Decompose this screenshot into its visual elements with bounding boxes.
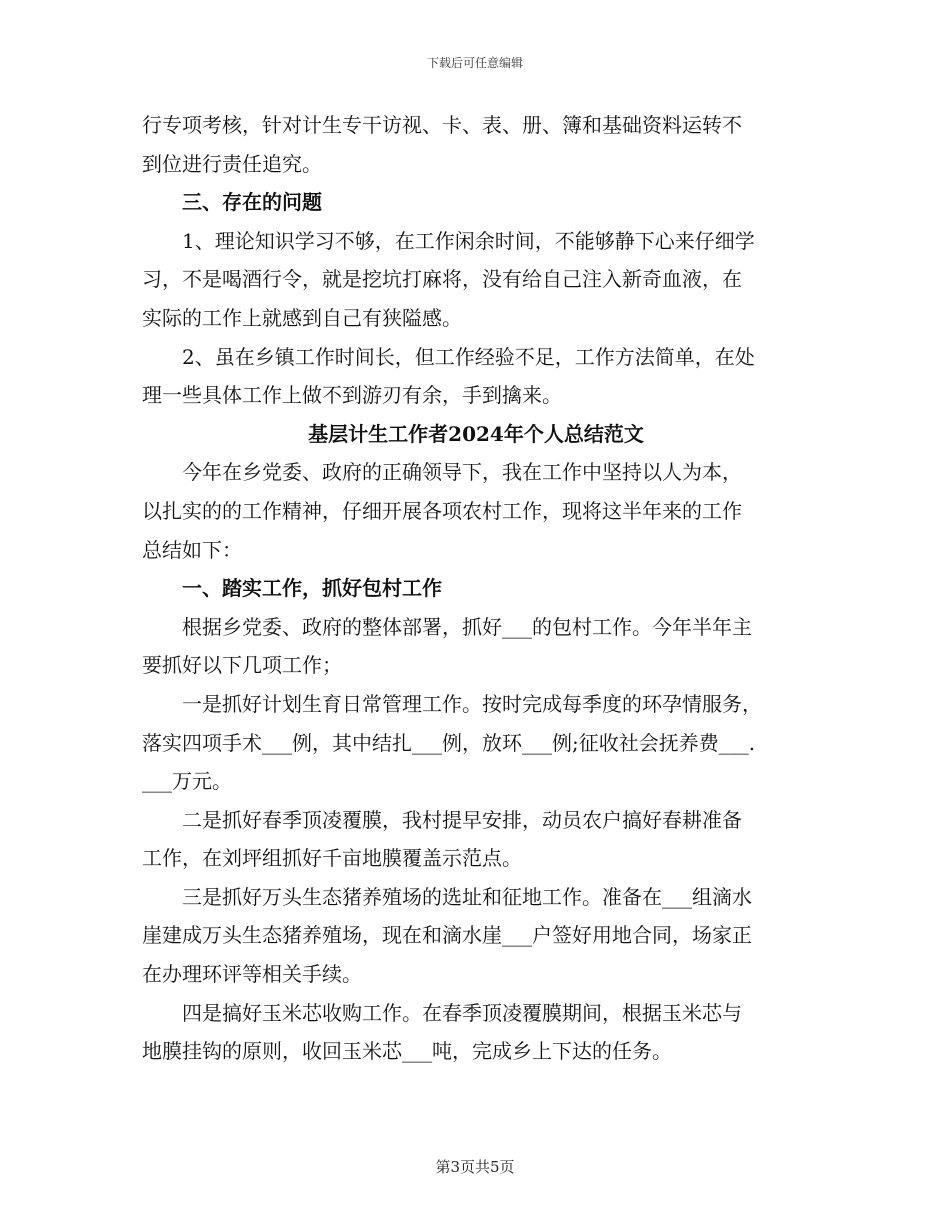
paragraph: [142, 878, 810, 994]
paragraph: [142, 338, 810, 415]
text-line: 要抓好以下几项工作；: [142, 653, 342, 678]
page-header: 下载后可任意编辑: [426, 56, 523, 70]
document-title: [142, 415, 810, 454]
text-line: 以扎实的的工作精神，仔细开展各项农村工作，现将这半年来的工作: [142, 498, 742, 523]
paragraph: [142, 685, 810, 801]
document-body: [142, 106, 810, 1071]
text-line: 崖建成万头生态猪养殖场，现在和滴水崖___户签好用地合同，场家正: [142, 923, 752, 948]
paragraph: [142, 994, 810, 1071]
paragraph: [142, 608, 810, 685]
text-line: 到位进行责任追究。: [142, 151, 322, 176]
text-line: 理一些具体工作上做不到游刃有余，手到擒来。: [142, 383, 562, 408]
text-line: 三是抓好万头生态猪养殖场的选址和征地工作。准备在___组滴水: [182, 884, 752, 909]
text-line: 一、踏实工作，抓好包村工作: [182, 576, 442, 601]
text-line: 二是抓好春季顶凌覆膜，我村提早安排，动员农户搞好春耕准备: [182, 807, 742, 832]
text-line: 2、虽在乡镇工作时间长，但工作经验不足，工作方法简单，在处: [182, 344, 755, 369]
paragraph: [142, 801, 810, 878]
text-line: 一是抓好计划生育日常管理工作。按时完成每季度的环孕情服务，: [182, 691, 762, 716]
page-footer: 第3页共5页: [435, 1158, 515, 1176]
text-line: 在办理环评等相关手续。: [142, 962, 362, 987]
paragraph: [142, 222, 810, 338]
section-heading: [142, 569, 810, 608]
text-line: 实际的工作上就感到自己有狭隘感。: [142, 305, 462, 330]
text-line: 三、存在的问题: [182, 190, 322, 215]
paragraph-continuation: [142, 106, 810, 183]
text-line: 落实四项手术___例，其中结扎___例，放环___例;征收社会抚养费___.: [142, 730, 756, 755]
section-heading: [142, 183, 810, 222]
text-line: 习，不是喝酒行令，就是挖坑打麻将，没有给自己注入新奇血液，在: [142, 267, 742, 292]
text-line: 四是搞好玉米芯收购工作。在春季顶凌覆膜期间，根据玉米芯与: [182, 1000, 742, 1025]
text-line: 行专项考核，针对计生专干访视、卡、表、册、簿和基础资料运转不: [142, 113, 742, 137]
text-line: 工作，在刘坪组抓好千亩地膜覆盖示范点。: [142, 846, 522, 871]
text-line: 地膜挂钩的原则，收回玉米芯___吨，完成乡上下达的任务。: [142, 1039, 672, 1064]
text-line: ___万元。: [142, 769, 232, 794]
text-line: 总结如下：: [142, 537, 242, 562]
paragraph: [142, 453, 810, 569]
text-line: 基层计生工作者2024年个人总结范文: [308, 421, 644, 446]
text-line: 1、理论知识学习不够，在工作闲余时间，不能够静下心来仔细学: [182, 228, 755, 253]
text-line: 今年在乡党委、政府的正确领导下，我在工作中坚持以人为本，: [182, 460, 742, 485]
text-line: 根据乡党委、政府的整体部署，抓好___的包村工作。今年半年主: [182, 614, 752, 639]
